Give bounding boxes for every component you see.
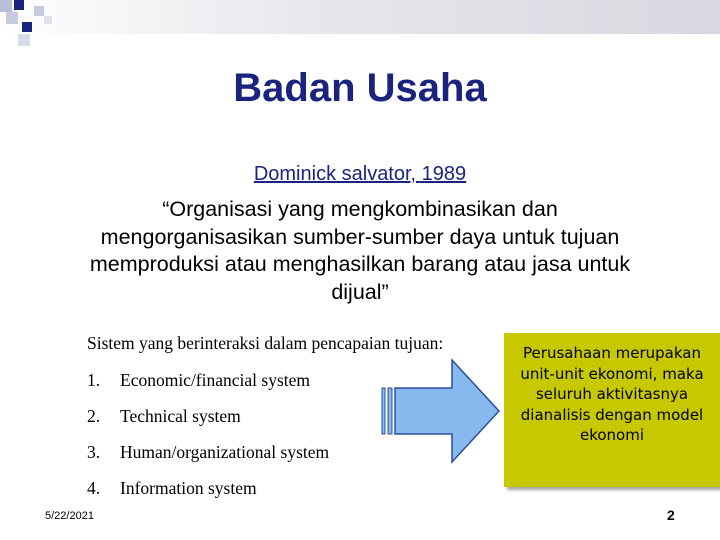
- quote-line: “Organisasi yang mengkombinasikan dan: [162, 197, 558, 221]
- decorative-square: [0, 0, 12, 12]
- box-line: Perusahaan merupakan: [523, 344, 701, 362]
- decorative-square: [6, 12, 18, 24]
- page-number: 2: [667, 507, 675, 523]
- systems-intro: Sistem yang berinteraksi dalam pencapaian tujuan:: [87, 333, 444, 353]
- decorative-square: [34, 6, 44, 16]
- quote-line: memproduksi atau menghasilkan barang atau jasa untuk: [89, 252, 631, 276]
- quote-line: dijual”: [331, 279, 389, 304]
- list-item-number: 4.: [87, 478, 101, 498]
- slide-date: 5/22/2021: [45, 510, 94, 522]
- box-line: dianalisis dengan model: [520, 405, 704, 424]
- box-line: seluruh aktivitasnya: [535, 385, 689, 403]
- decorative-square: [18, 34, 30, 46]
- right-arrow-icon: [380, 358, 502, 464]
- decorative-square: [44, 16, 52, 24]
- list-item: Human/organizational system: [120, 442, 330, 462]
- slide-title: Badan Usaha: [233, 66, 487, 110]
- list-item: Information system: [120, 478, 257, 498]
- definition-quote: [60, 196, 660, 306]
- list-item-number: 2.: [87, 406, 101, 426]
- decorative-square: [22, 22, 32, 32]
- box-line: unit-unit ekonomi, maka: [520, 364, 704, 383]
- list-item: Technical system: [120, 406, 241, 426]
- header-decoration-bar: [0, 0, 720, 34]
- box-line: ekonomi: [579, 426, 645, 444]
- decorative-square: [14, 0, 24, 10]
- author-citation: Dominick salvator, 1989: [253, 163, 467, 185]
- conclusion-box: [504, 333, 720, 487]
- list-item-number: 3.: [87, 442, 101, 462]
- list-item-number: 1.: [87, 370, 101, 390]
- list-item: Economic/financial system: [120, 370, 311, 390]
- quote-line: mengorganisasikan sumber-sumber daya untuk tujuan: [100, 224, 620, 249]
